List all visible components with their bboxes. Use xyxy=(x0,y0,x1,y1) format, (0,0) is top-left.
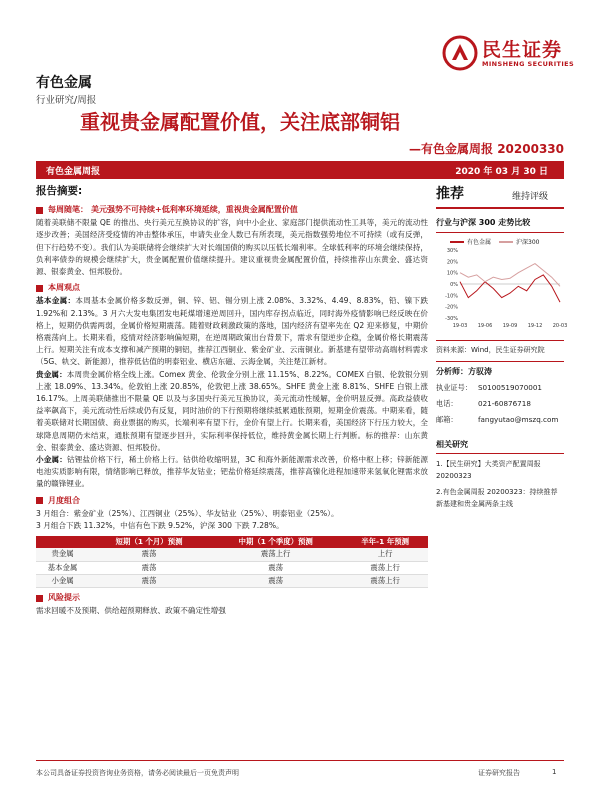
x-tick-label: 19-06 xyxy=(477,323,493,329)
info-row xyxy=(436,399,564,409)
table-header-cell xyxy=(36,536,89,548)
y-tick-label: -20% xyxy=(445,304,458,311)
brand-name-cn: 民生证券 xyxy=(482,39,563,61)
brand-name-en: MINSHENG SECURITIES xyxy=(482,60,575,68)
legend-item xyxy=(450,237,491,246)
table-cell: 震荡 xyxy=(89,561,209,574)
y-tick-label: 20% xyxy=(446,259,458,266)
related-item: 1.【民生研究】大类资产配置周报 20200323 xyxy=(436,460,541,480)
minor-metals-paragraph xyxy=(36,454,428,491)
legend-item xyxy=(499,237,539,246)
portfolio-head: 月度组合 xyxy=(48,495,80,505)
minor-metals-text: 钴锂盐价格下行，稀土价格上行。钴供给收缩明显，3C 和海外新能源需求改善，价格中枢上移；锌新能源电池实质影响有限，情绪影响已释放，推荐华友钴业；钯盐价格延续震荡，推荐高镍化进程加速带来氢氧化锂需求放量的赣锋锂业。 xyxy=(36,455,429,489)
base-metals-paragraph xyxy=(36,295,428,368)
series-line-1 xyxy=(460,264,560,287)
minsheng-logo-icon xyxy=(443,36,477,70)
chart-source: 资料来源：Wind，民生证券研究院 xyxy=(436,346,545,354)
footer-disclaimer: 本公司具备证券投资咨询业务资格，请务必阅读最后一页免责声明 xyxy=(36,769,239,777)
weekly-head-rest: 美元强势不可持续+低利率环境延续，重视贵金属配置价值 xyxy=(91,205,298,214)
weekly-text: 随着美联储不限量 QE 的推出、央行美元互换协议的扩容，向中小企业、家庭部门提供流动性工具等，美元的流动性逐步改善；美国经济受疫情的冲击整体承压，申请失业金人数已有所表现，美元指数强势地位不可持续（或有反弹，但下行趋势不变）。我们认为美联储将会继续扩大对长端国债的购买以压低长端利率。全球低利率的环境会继续保持，负利率债券的规模会继续扩大，贵金属配置价值继续提升。建议重视贵金属配置价值，持续推荐山东黄金、盛达资源、银泰黄金、恒邦股份。 xyxy=(36,218,428,277)
header-band xyxy=(36,161,564,179)
y-tick-label: 30% xyxy=(446,248,458,254)
x-tick-label: 19-12 xyxy=(527,323,543,329)
portfolio-line-1: 3 月组合：紫金矿业（25%）、江西铜业（25%）、华友钴业（25%）、明泰铝业（25%）。 xyxy=(36,508,339,518)
risk-head: 风险提示 xyxy=(48,593,80,603)
report-title: 重视贵金属配置价值，关注底部铜铝 xyxy=(80,110,400,134)
base-metals-label: 基本金属： xyxy=(36,296,76,306)
section-bullet-icon xyxy=(36,595,43,602)
table-row xyxy=(36,561,428,574)
footer-report-label: 证券研究报告 xyxy=(478,769,520,777)
table-row xyxy=(36,574,428,587)
x-tick-label: 19-03 xyxy=(452,323,468,329)
info-key: 邮箱： xyxy=(436,415,458,424)
precious-metals-text: 本周贵金属价格全线上涨。Comex 黄金、伦敦金分别上涨 11.15%、8.22%。COMEX 白银、伦敦银分别上涨 18.09%、13.34%。伦敦铂上涨 20.85%，伦敦钯上涨 38.65%。SHFE 黄金上涨 8.81%、SHFE 白银上涨 16.17%。上周美联储推出不限量 QE 以及与多国央行美元互换协议，美元流动性缓解，金价明显反弹。高政益债收益率飙高下，美元流动性后续或仍有反复，同时油价的下行预期将继续抵累通胀预期，短期金价震荡。中期来看，随着美联储对长期国债、商业票据的购买，长端利率有望下行，金价有望上行。长期来看，美国经济下行压力较大，全球降息周期仍未结束，通胀预期有望逐步回升，实际利率保持低位，维持黄金属长期上行判断。标的推荐：山东黄金、银泰黄金、盛达资源、恒邦股份。 xyxy=(36,369,429,452)
minor-metals-label: 小金属： xyxy=(36,455,67,465)
legend-swatch-icon xyxy=(450,241,464,243)
precious-metals-label: 贵金属： xyxy=(36,369,67,379)
table-cell: 震荡 xyxy=(89,548,209,561)
table-cell: 震荡上行 xyxy=(342,574,428,587)
section-bullet-icon xyxy=(36,285,43,292)
info-row xyxy=(436,415,564,425)
table-cell: 小金属 xyxy=(36,574,89,587)
trend-chart xyxy=(436,246,568,332)
table-cell: 贵金属 xyxy=(36,548,89,561)
chart-head: 行业与沪深 300 走势比较 xyxy=(436,218,531,227)
page-number: 1 xyxy=(552,768,557,776)
legend-label: 有色金属 xyxy=(467,239,492,246)
footer-divider xyxy=(36,760,564,761)
x-tick-label: 20-03 xyxy=(552,323,568,329)
related-item: 2.有色金属周报 20200323：持续推荐新基建和贵金属两条主线 xyxy=(436,488,558,508)
risk-section-head xyxy=(36,592,428,604)
portfolio-section-head xyxy=(36,495,428,507)
band-date: 2020 年 03 月 30 日 xyxy=(455,167,548,177)
table-header-cell: 半年-1 年预测 xyxy=(342,536,428,548)
band-report-name: 有色金属周报 xyxy=(46,167,101,177)
recommend-label: 推荐 xyxy=(436,186,464,202)
info-value: fangyutao@mszq.com xyxy=(478,415,559,424)
precious-metals-paragraph xyxy=(36,369,428,454)
view-head: 本周观点 xyxy=(48,283,80,293)
x-tick-label: 19-09 xyxy=(502,323,518,329)
table-header-cell: 短期（1 个月）预测 xyxy=(89,536,209,548)
report-subtitle: —有色金属周报 20200330 xyxy=(409,142,564,156)
base-metals-text: 本周基本金属价格多数反弹，铜、锌、铝、锡分别上涨 2.08%、3.32%、4.49、8.83%，铅、镍下跌 1.92%和 2.13%。3 月六大发电集团发电耗煤增速逆周回升，国内库存拐点临近，同时海外疫情影响已经反映在价格上，短期仍供需两弱，金属价格短期震荡。随着财政刺激政策的落地，国内经济有望率先在 Q2 迎来修复，中期价格震荡向上。长期来看，疫情对经济影响偏短期，在逆周期政策出台背景下，需求有望逆步企稳，金属价格长期震荡上行。短期关注有成本支撑和减产预期的铜铝，推荐江西铜业、紫金矿业、云南铜业。新基建有望带动高端材料需求（5G、轨交、新能源），推荐低估值的明泰铝业、横店东磁、云海金属，关注楚江新材。 xyxy=(36,296,428,367)
info-key: 执业证号： xyxy=(436,383,472,392)
table-cell: 震荡 xyxy=(209,561,342,574)
forecast-table xyxy=(36,536,428,588)
view-section-head xyxy=(36,282,428,294)
info-value: S0100519070001 xyxy=(478,383,543,392)
table-header-row xyxy=(36,536,428,548)
series-line-0 xyxy=(460,275,560,302)
info-value: 021-60876718 xyxy=(478,399,531,408)
y-tick-label: -30% xyxy=(445,316,458,322)
table-cell: 震荡 xyxy=(89,574,209,587)
section-bullet-icon xyxy=(36,497,43,504)
table-cell: 震荡上行 xyxy=(209,548,342,561)
sidebar xyxy=(436,183,568,510)
related-head: 相关研究 xyxy=(436,439,564,454)
info-key: 电话： xyxy=(436,399,458,408)
table-cell: 震荡上行 xyxy=(342,561,428,574)
risk-text: 需求回暖不及预期、供给超预期释放、政策不确定性增强 xyxy=(36,606,226,616)
y-tick-label: -10% xyxy=(445,293,458,300)
table-header-cell: 中期（1 个季度）预测 xyxy=(209,536,342,548)
divider xyxy=(436,207,564,209)
weekly-head: 每周随笔： xyxy=(48,205,88,214)
table-cell: 上行 xyxy=(342,548,428,561)
y-tick-label: 10% xyxy=(446,270,458,277)
weekly-section-head xyxy=(36,204,428,216)
industry-label: 有色金属 xyxy=(36,75,92,91)
chart-legend xyxy=(450,237,564,246)
report-type: 行业研究/周报 xyxy=(36,95,97,106)
legend-swatch-icon xyxy=(499,241,513,243)
table-cell: 基本金属 xyxy=(36,561,89,574)
info-row xyxy=(436,383,564,393)
chart-container xyxy=(436,232,568,341)
analyst-head: 分析师：方驭涛 xyxy=(436,361,564,377)
table-row xyxy=(36,548,428,561)
rating-label: 维持评级 xyxy=(512,192,549,202)
legend-label: 沪深300 xyxy=(516,239,540,246)
section-bullet-icon xyxy=(36,207,43,214)
portfolio-line-2: 3 月组合下跌 11.32%，中信有色下跌 9.52%，沪深 300 下跌 7.28%。 xyxy=(36,521,284,531)
table-cell: 震荡 xyxy=(209,574,342,587)
summary-label: 报告摘要: xyxy=(36,185,83,197)
main-column xyxy=(36,200,428,618)
y-tick-label: 0% xyxy=(450,282,458,288)
